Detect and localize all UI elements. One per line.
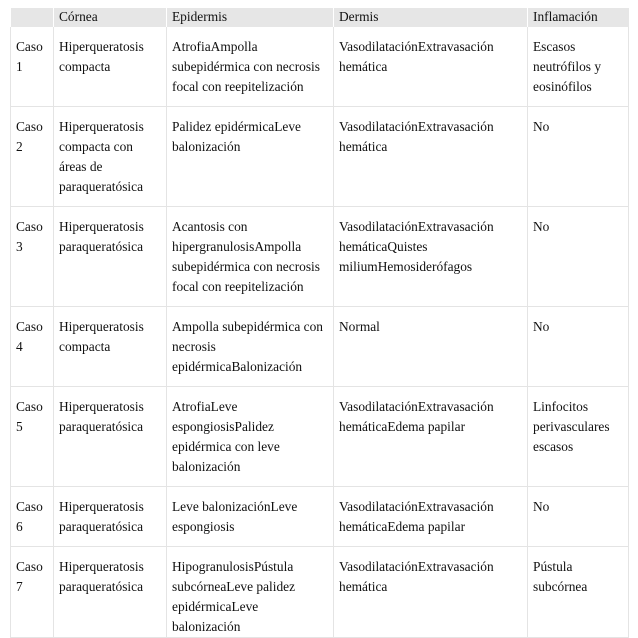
cornea-cell: Hiperqueratosis paraqueratósica <box>54 207 167 307</box>
case-cell: Caso 1 <box>11 27 54 107</box>
inflammation-cell: Pústula subcórnea <box>528 547 629 638</box>
cornea-cell: Hiperqueratosis paraqueratósica <box>54 487 167 547</box>
header-dermis: Dermis <box>334 8 528 27</box>
header-inflammation: Inflamación <box>528 8 629 27</box>
dermis-cell: Normal <box>334 307 528 387</box>
cornea-cell: Hiperqueratosis compacta <box>54 307 167 387</box>
table-header-row <box>11 8 629 27</box>
dermis-cell: VasodilataciónExtravasación hemática <box>334 547 528 638</box>
epidermis-cell: Palidez epidérmicaLeve balonización <box>167 107 334 207</box>
dermis-cell: VasodilataciónExtravasación hemática <box>334 107 528 207</box>
table-row <box>11 487 629 547</box>
inflammation-cell: No <box>528 207 629 307</box>
table-row <box>11 307 629 387</box>
cornea-cell: Hiperqueratosis paraqueratósica <box>54 547 167 638</box>
table-row <box>11 27 629 107</box>
case-cell: Caso 2 <box>11 107 54 207</box>
inflammation-cell: No <box>528 307 629 387</box>
inflammation-cell: Escasos neutrófilos y eosinófilos <box>528 27 629 107</box>
dermis-cell: VasodilataciónExtravasación hemática <box>334 27 528 107</box>
dermis-cell: VasodilataciónExtravasación hemáticaQuistes miliumHemosiderófagos <box>334 207 528 307</box>
table-row <box>11 387 629 487</box>
case-cell: Caso 5 <box>11 387 54 487</box>
histology-table <box>10 8 629 638</box>
table-row <box>11 207 629 307</box>
cornea-cell: Hiperqueratosis paraqueratósica <box>54 387 167 487</box>
case-cell: Caso 4 <box>11 307 54 387</box>
table-row <box>11 547 629 638</box>
header-cornea: Córnea <box>54 8 167 27</box>
table-row <box>11 107 629 207</box>
case-cell: Caso 6 <box>11 487 54 547</box>
case-cell: Caso 7 <box>11 547 54 638</box>
inflammation-cell: No <box>528 107 629 207</box>
dermis-cell: VasodilataciónExtravasación hemáticaEdema papilar <box>334 487 528 547</box>
case-cell: Caso 3 <box>11 207 54 307</box>
dermis-cell: VasodilataciónExtravasación hemáticaEdema papilar <box>334 387 528 487</box>
header-epidermis: Epidermis <box>167 8 334 27</box>
epidermis-cell: AtrofiaAmpolla subepidérmica con necrosis focal con reepitelización <box>167 27 334 107</box>
cornea-cell: Hiperqueratosis compacta <box>54 27 167 107</box>
epidermis-cell: Ampolla subepidérmica con necrosis epidérmicaBalonización <box>167 307 334 387</box>
epidermis-cell: Acantosis con hipergranulosisAmpolla subepidérmica con necrosis focal con reepitelización <box>167 207 334 307</box>
inflammation-cell: Linfocitos perivasculares escasos <box>528 387 629 487</box>
epidermis-cell: AtrofiaLeve espongiosisPalidez epidérmica con leve balonización <box>167 387 334 487</box>
header-case <box>11 8 54 27</box>
epidermis-cell: Leve balonizaciónLeve espongiosis <box>167 487 334 547</box>
cornea-cell: Hiperqueratosis compacta con áreas de paraqueratósica <box>54 107 167 207</box>
epidermis-cell: HipogranulosisPústula subcórneaLeve palidez epidérmicaLeve balonización <box>167 547 334 638</box>
inflammation-cell: No <box>528 487 629 547</box>
